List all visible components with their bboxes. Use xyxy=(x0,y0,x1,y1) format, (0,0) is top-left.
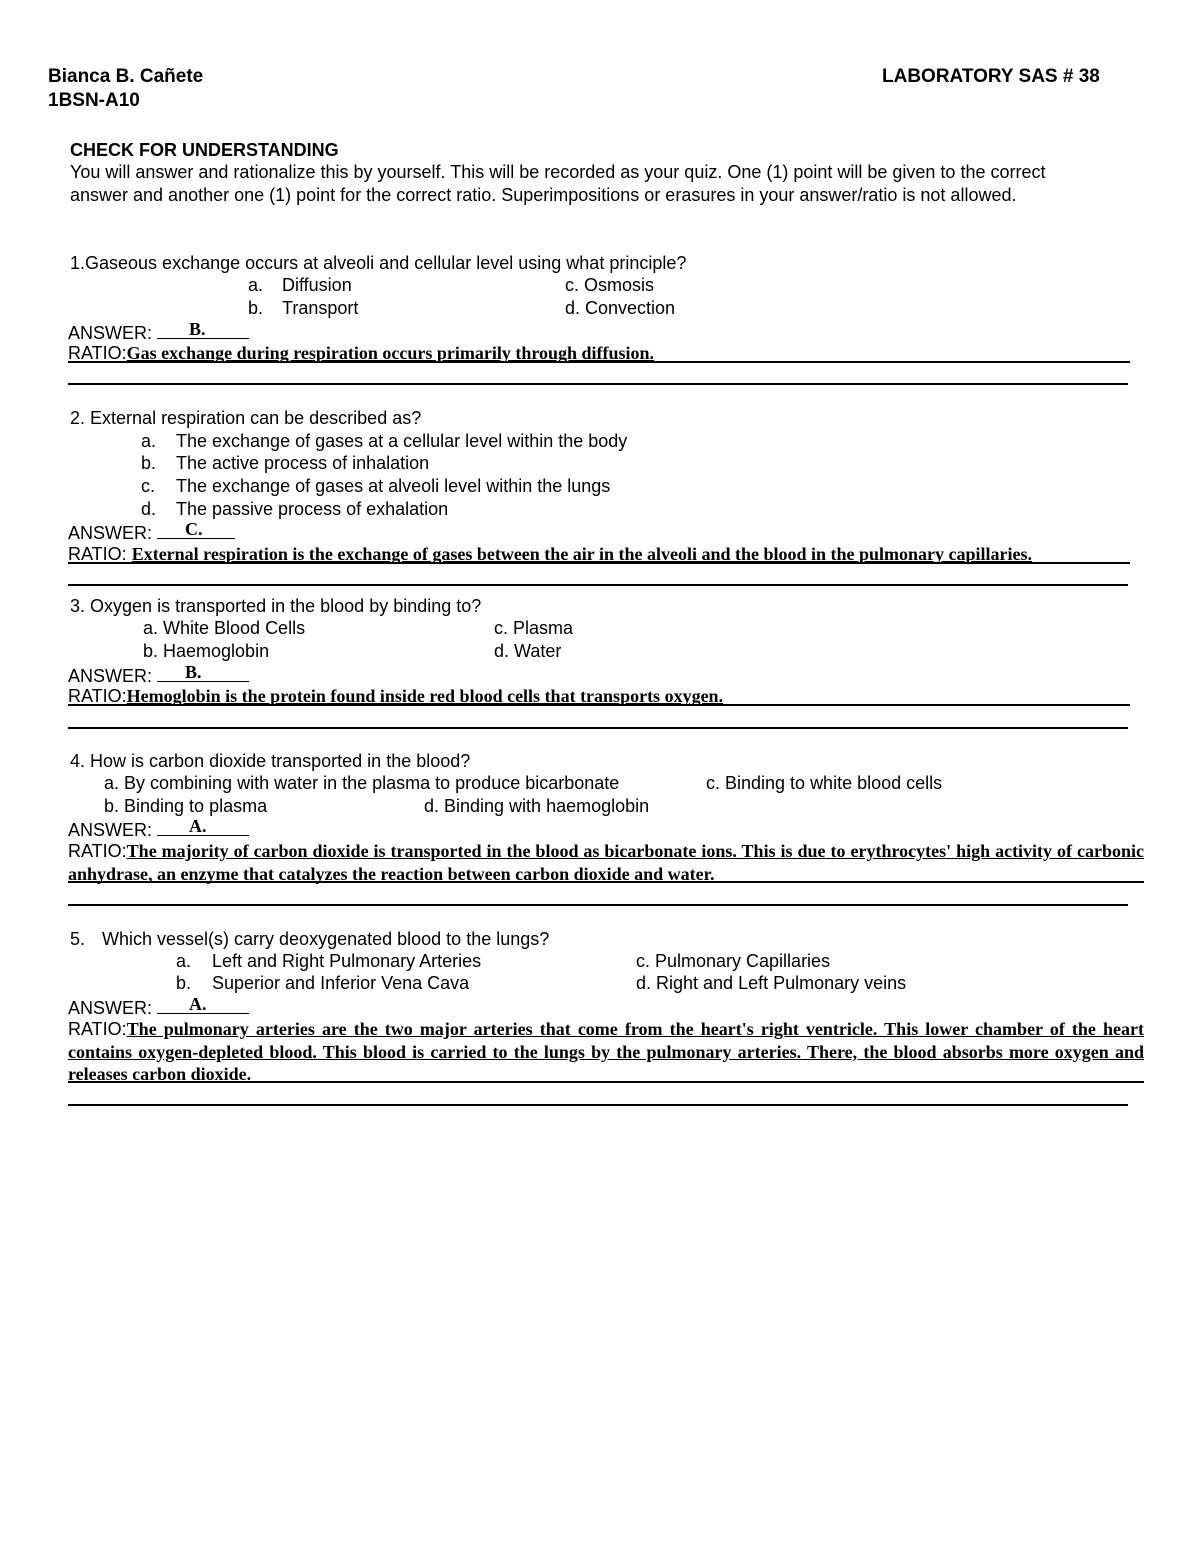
question-text: How is carbon dioxide transported in the blood? xyxy=(90,751,471,771)
option-d: The passive process of exhalation xyxy=(176,499,449,519)
option-d: d. Water xyxy=(494,641,562,661)
option-b-label: b. xyxy=(141,453,157,473)
option-d-label: d. xyxy=(141,499,157,519)
question-3 xyxy=(70,595,481,617)
lab-title: LABORATORY SAS # 38 xyxy=(882,66,1100,87)
ratio-underline xyxy=(68,881,1144,883)
question-2 xyxy=(70,407,421,429)
ratio-4 xyxy=(68,840,1144,885)
ratio-label: RATIO: xyxy=(68,841,127,861)
ratio-text: Gas exchange during respiration occurs primarily through diffusion. xyxy=(126,343,655,363)
instructions: You will answer and rationalize this by yourself. This will be recorded as your quiz. One (1) point will be given to the correct answer and another one (1) point for the correct ratio. Superimpositions or erasures in your answer/ratio is not allowed. xyxy=(70,162,1046,205)
answer-2 xyxy=(68,520,235,544)
option-d: d. Binding with haemoglobin xyxy=(424,796,650,816)
ratio-label: RATIO: xyxy=(68,686,127,706)
ratio-underline xyxy=(68,1081,1144,1083)
answer-blank xyxy=(157,995,249,1014)
question-text: External respiration can be described as? xyxy=(90,408,422,428)
answer-4 xyxy=(68,817,249,841)
answer-blank xyxy=(157,320,249,339)
option-c: The exchange of gases at alveoli level within the lungs xyxy=(176,476,611,496)
answer-label: ANSWER: xyxy=(68,666,153,686)
answer-label: ANSWER: xyxy=(68,998,153,1018)
option-b: b. Binding to plasma xyxy=(104,796,268,816)
answer-rule xyxy=(68,904,1128,906)
answer-value: C. xyxy=(185,519,203,539)
answer-blank xyxy=(157,817,249,836)
option-d: d. Convection xyxy=(565,298,676,318)
option-d: d. Right and Left Pulmonary veins xyxy=(636,973,907,993)
option-b: Transport xyxy=(282,298,359,318)
section-title: CHECK FOR UNDERSTANDING xyxy=(70,140,339,160)
question-number: 2. xyxy=(70,408,86,428)
question-number: 5. xyxy=(70,929,86,949)
ratio-text: The majority of carbon dioxide is transported in the blood as bicarbonate ions. This is due to erythrocytes' high activity of carbonic anhydrase, an enzyme that catalyzes the reaction between carbon dioxide and water. xyxy=(68,841,1144,884)
answer-blank xyxy=(157,663,249,682)
option-a: a. White Blood Cells xyxy=(143,618,306,638)
ratio-label: RATIO: xyxy=(68,544,127,564)
answer-rule xyxy=(68,727,1128,729)
option-a-label: a. xyxy=(176,951,192,971)
ratio-label: RATIO: xyxy=(68,1019,127,1039)
ratio-underline xyxy=(68,562,1130,564)
answer-value: B. xyxy=(189,319,206,339)
option-a: Left and Right Pulmonary Arteries xyxy=(212,951,482,971)
answer-label: ANSWER: xyxy=(68,523,153,543)
question-number: 1. xyxy=(70,253,86,273)
answer-value: A. xyxy=(189,994,207,1014)
option-b: Superior and Inferior Vena Cava xyxy=(212,973,470,993)
ratio-text: External respiration is the exchange of gases between the air in the alveoli and the blood in the pulmonary capillaries. xyxy=(131,544,1033,564)
option-c: c. Pulmonary Capillaries xyxy=(636,951,831,971)
option-b: The active process of inhalation xyxy=(176,453,430,473)
question-1 xyxy=(70,252,686,274)
answer-5 xyxy=(68,995,249,1019)
question-text: Which vessel(s) carry deoxygenated blood to the lungs? xyxy=(102,929,550,949)
option-c: c. Binding to white blood cells xyxy=(706,773,943,793)
ratio-underline xyxy=(68,361,1130,363)
answer-blank xyxy=(157,520,235,539)
ratio-text: The pulmonary arteries are the two major arteries that come from the heart's right ventricle. This lower chamber of the heart contains oxygen-depleted blood. This blood is carried to the lungs by the pulmonary arteries. There, the blood absorbs more oxygen and releases carbon dioxide. xyxy=(68,1019,1144,1084)
ratio-text: Hemoglobin is the protein found inside red blood cells that transports oxygen. xyxy=(126,686,724,706)
question-text: Oxygen is transported in the blood by binding to? xyxy=(90,596,482,616)
answer-value: B. xyxy=(185,662,202,682)
option-a: a. By combining with water in the plasma to produce bicarbonate xyxy=(104,773,620,793)
option-b-label: b. xyxy=(248,298,264,318)
option-c: c. Plasma xyxy=(494,618,574,638)
option-b-label: b. xyxy=(176,973,192,993)
option-a-label: a. xyxy=(248,275,264,295)
option-b: b. Haemoglobin xyxy=(143,641,270,661)
answer-label: ANSWER: xyxy=(68,323,153,343)
question-4 xyxy=(70,750,470,772)
question-number: 3. xyxy=(70,596,86,616)
option-a: Diffusion xyxy=(282,275,352,295)
option-c-label: c. xyxy=(141,476,156,496)
answer-value: A. xyxy=(189,816,207,836)
answer-rule xyxy=(68,383,1128,385)
ratio-5 xyxy=(68,1018,1144,1086)
student-section: 1BSN-A10 xyxy=(48,90,140,111)
option-a-label: a. xyxy=(141,431,157,451)
answer-rule xyxy=(68,584,1128,586)
option-c: c. Osmosis xyxy=(565,275,655,295)
answer-1 xyxy=(68,320,249,344)
ratio-underline xyxy=(68,704,1130,706)
answer-label: ANSWER: xyxy=(68,820,153,840)
option-a: The exchange of gases at a cellular level within the body xyxy=(176,431,628,451)
ratio-label: RATIO: xyxy=(68,343,127,363)
answer-3 xyxy=(68,663,249,687)
question-5 xyxy=(70,928,549,950)
answer-rule xyxy=(68,1104,1128,1106)
student-name: Bianca B. Cañete xyxy=(48,66,204,87)
question-text: Gaseous exchange occurs at alveoli and cellular level using what principle? xyxy=(85,253,687,273)
question-number: 4. xyxy=(70,751,86,771)
